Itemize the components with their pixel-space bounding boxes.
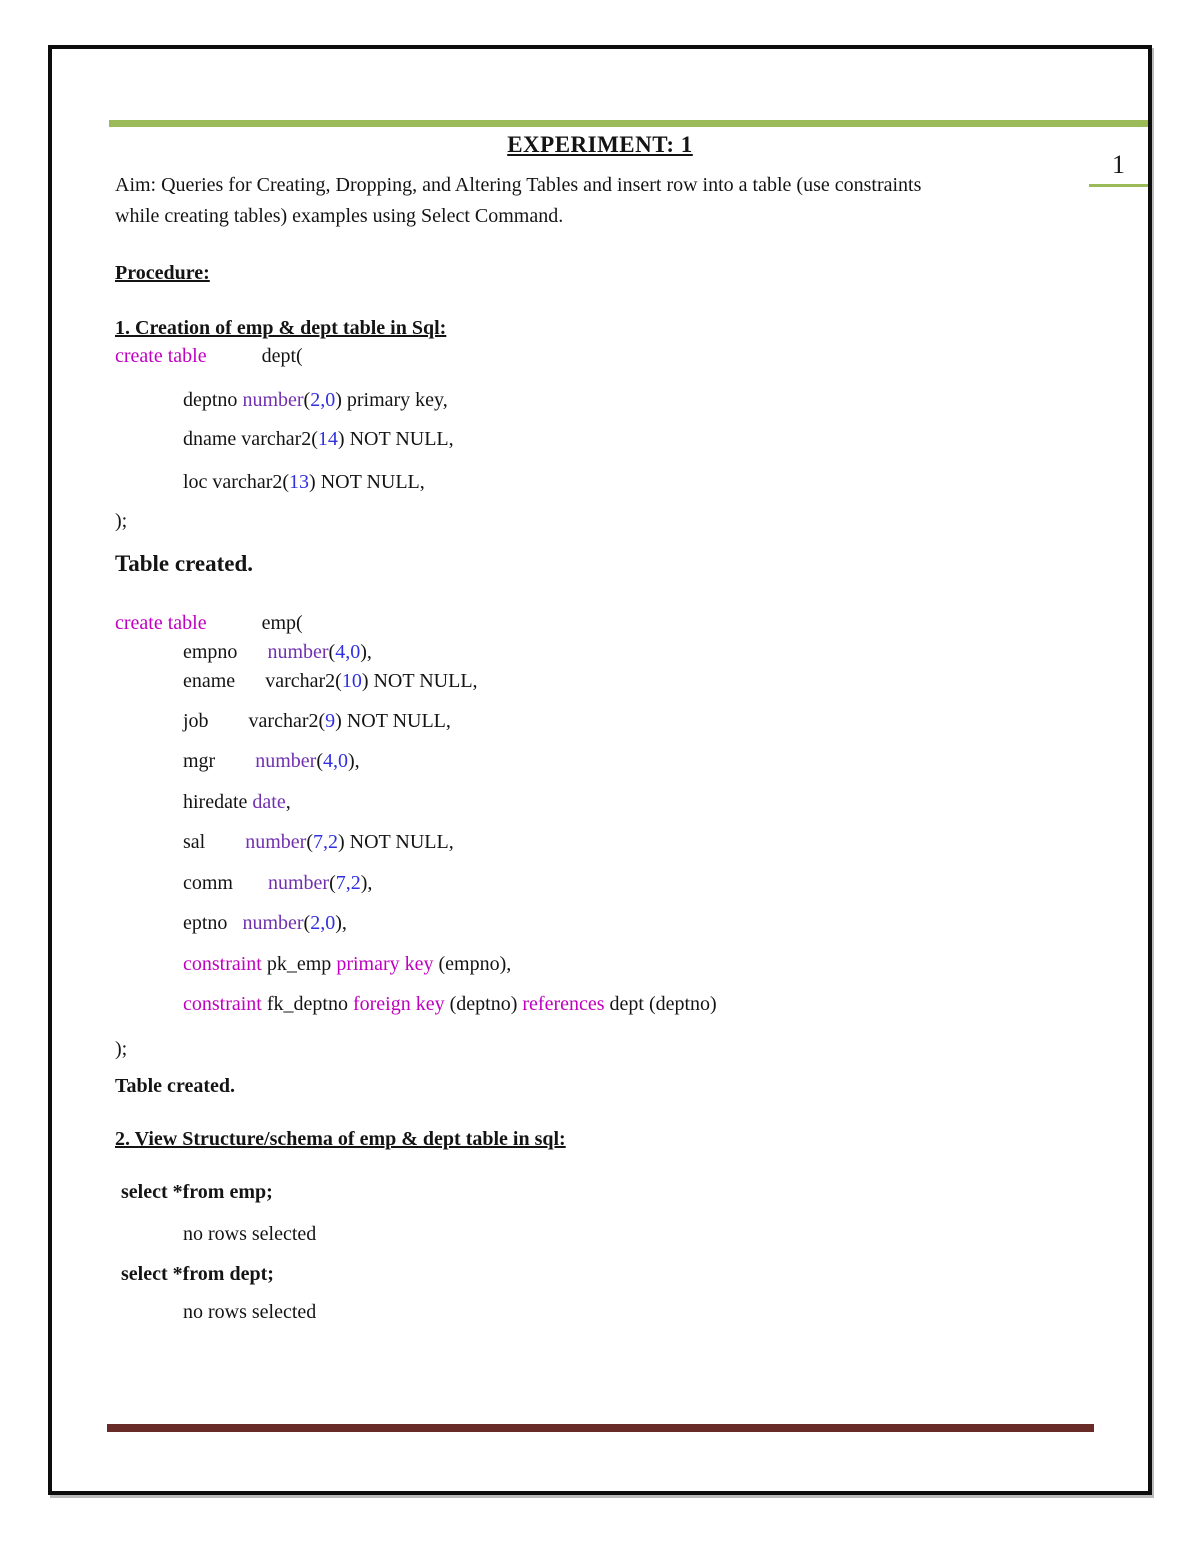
sql-text: ), (360, 872, 373, 894)
sql-text: ( (306, 831, 313, 853)
aim-line-2: while creating tables) examples using Select Command. (115, 205, 564, 227)
title-row (52, 130, 1148, 163)
section2-heading: 2. View Structure/schema of emp & dept table in sql: (115, 1128, 566, 1150)
sql-text: emp( (206, 612, 303, 634)
sql-text: ) NOT NULL, (335, 710, 451, 732)
code-line-sal (115, 830, 1148, 854)
status-table-created-2: Table created. (115, 1075, 235, 1097)
code-line-constraint-pk (115, 952, 1148, 976)
page-border (48, 45, 1152, 1495)
sql-text: (empno), (433, 953, 512, 975)
sql-type: number (245, 831, 307, 853)
page-number: 1 (1112, 150, 1125, 179)
sql-type: number (242, 912, 304, 934)
code-line-dname (115, 427, 1148, 451)
sql-number: 9 (325, 710, 336, 732)
code-line-emp-close: ); (115, 1038, 128, 1060)
sql-text: ) NOT NULL, (337, 831, 454, 853)
sql-text: dname varchar2( (183, 428, 318, 450)
sql-text: eptno (183, 912, 243, 934)
sql-text: ( (316, 750, 323, 772)
sql-number: 2,0 (310, 912, 336, 934)
sql-keyword: constraint (183, 953, 262, 975)
sql-number: 2,0 (310, 389, 336, 411)
sql-text: pk_emp (261, 953, 337, 975)
sql-text: mgr (183, 750, 256, 772)
code-line-dept-create (115, 344, 1148, 368)
page-title: EXPERIMENT: 1 (507, 132, 693, 157)
sql-type: number (267, 641, 329, 663)
sql-number: 14 (317, 428, 338, 450)
sql-text: loc varchar2( (183, 471, 290, 493)
top-green-rule (109, 120, 1148, 127)
query-select-dept: select *from dept; (121, 1263, 274, 1285)
sql-text: ( (328, 641, 336, 663)
sql-text: ( (329, 872, 336, 894)
sql-text: ), (335, 912, 347, 934)
sql-text: dept( (206, 345, 303, 367)
code-line-job (115, 709, 1148, 733)
status-table-created-1: Table created. (115, 551, 253, 576)
sql-text: ( (303, 389, 311, 411)
result-no-rows-2: no rows selected (183, 1301, 317, 1323)
sql-text: ) primary key, (335, 389, 448, 411)
sql-text: empno (183, 641, 268, 663)
sql-text: ) NOT NULL, (361, 670, 478, 692)
procedure-heading: Procedure: (115, 262, 210, 284)
code-line-eptno (115, 911, 1148, 935)
sql-type: date (252, 791, 286, 813)
code-line-mgr (115, 749, 1148, 773)
sql-text: fk_deptno (261, 993, 353, 1015)
code-line-ename (115, 669, 1148, 693)
code-line-emp-create (115, 611, 1148, 635)
sql-number: 4,0 (335, 641, 361, 663)
sql-text: hiredate (183, 791, 253, 813)
sql-text: ), (347, 750, 360, 772)
sql-type: number (255, 750, 317, 772)
bottom-maroon-rule (107, 1424, 1094, 1432)
code-line-comm (115, 871, 1148, 895)
sql-text: deptno (183, 389, 243, 411)
sql-text: sal (183, 831, 246, 853)
section1-heading: 1. Creation of emp & dept table in Sql: (115, 317, 447, 339)
sql-number: 7,2 (335, 872, 361, 894)
sql-keyword: foreign key (352, 993, 445, 1015)
code-line-constraint-fk (115, 992, 1148, 1016)
sql-keyword: create table (115, 612, 207, 634)
code-line-dept-close: ); (115, 510, 128, 532)
code-line-empno (115, 640, 1148, 664)
code-line-deptno (115, 388, 1148, 412)
sql-text: ) NOT NULL, (337, 428, 454, 450)
result-no-rows-1: no rows selected (183, 1223, 317, 1245)
code-line-hiredate (115, 790, 1148, 814)
aim-line-1: Aim: Queries for Creating, Dropping, and Altering Tables and insert row into a table (use constraints (115, 174, 922, 196)
sql-number: 4,0 (322, 750, 348, 772)
sql-number: 7,2 (312, 831, 338, 853)
sql-text: ename varchar2( (183, 670, 342, 692)
sql-text: ( (303, 912, 311, 934)
sql-type: number (268, 872, 330, 894)
sql-number: 13 (289, 471, 310, 493)
sql-text: ), (360, 641, 372, 663)
sql-text: job varchar2( (183, 710, 326, 732)
sql-text: comm (183, 872, 268, 894)
sql-text: dept (deptno) (604, 993, 717, 1015)
query-select-emp: select *from emp; (121, 1181, 273, 1203)
sql-number: 10 (341, 670, 362, 692)
sql-text: (deptno) (444, 993, 523, 1015)
sql-text: ) NOT NULL, (309, 471, 425, 493)
aim-text (115, 170, 1095, 232)
sql-keyword: primary key (336, 953, 434, 975)
page-content (52, 120, 1148, 1553)
sql-text: , (285, 791, 291, 813)
sql-type: number (242, 389, 304, 411)
sql-keyword: references (522, 993, 605, 1015)
sql-keyword: create table (115, 345, 207, 367)
sql-keyword: constraint (183, 993, 262, 1015)
code-line-loc (115, 470, 1148, 494)
